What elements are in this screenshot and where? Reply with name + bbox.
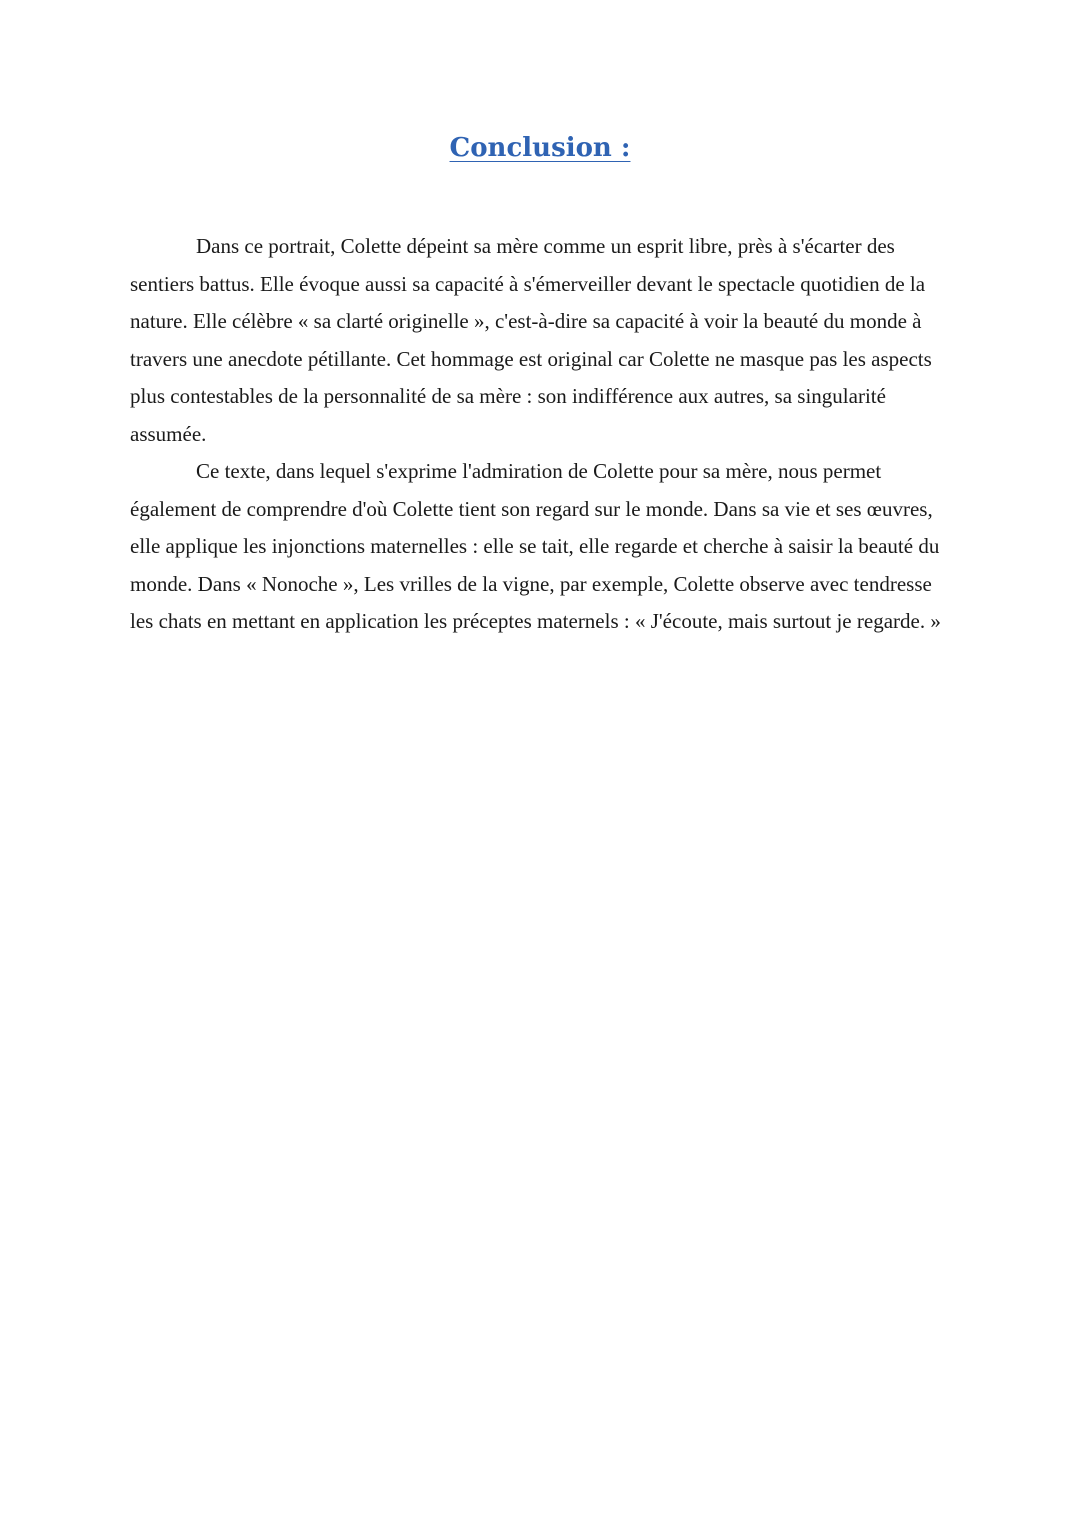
page-title-text: Conclusion : <box>449 133 631 163</box>
paragraph-2: Ce texte, dans lequel s'exprime l'admiration de Colette pour sa mère, nous permet également de comprendre d'où Colette tient son regard sur le monde. Dans sa vie et ses œuvres, elle applique les injonctions maternelles : elle se tait, elle regarde et cherche à saisir la beauté du monde. Dans « Nonoche », Les vrilles de la vigne, par exemple, Colette observe avec tendresse les chats en mettant en application les préceptes maternels : « J'écoute, mais surtout je regarde. » <box>130 459 941 633</box>
document-body <box>130 228 950 641</box>
paragraph-1: Dans ce portrait, Colette dépeint sa mère comme un esprit libre, près à s'écarter des sentiers battus. Elle évoque aussi sa capacité à s'émerveiller devant le spectacle quotidien de la nature. Elle célèbre « sa clarté originelle », c'est-à-dire sa capacité à voir la beauté du monde à travers une anecdote pétillante. Cet hommage est original car Colette ne masque pas les aspects plus contestables de la personnalité de sa mère : son indifférence aux autres, sa singularité assumée. <box>130 234 932 446</box>
page-title <box>0 128 1080 168</box>
